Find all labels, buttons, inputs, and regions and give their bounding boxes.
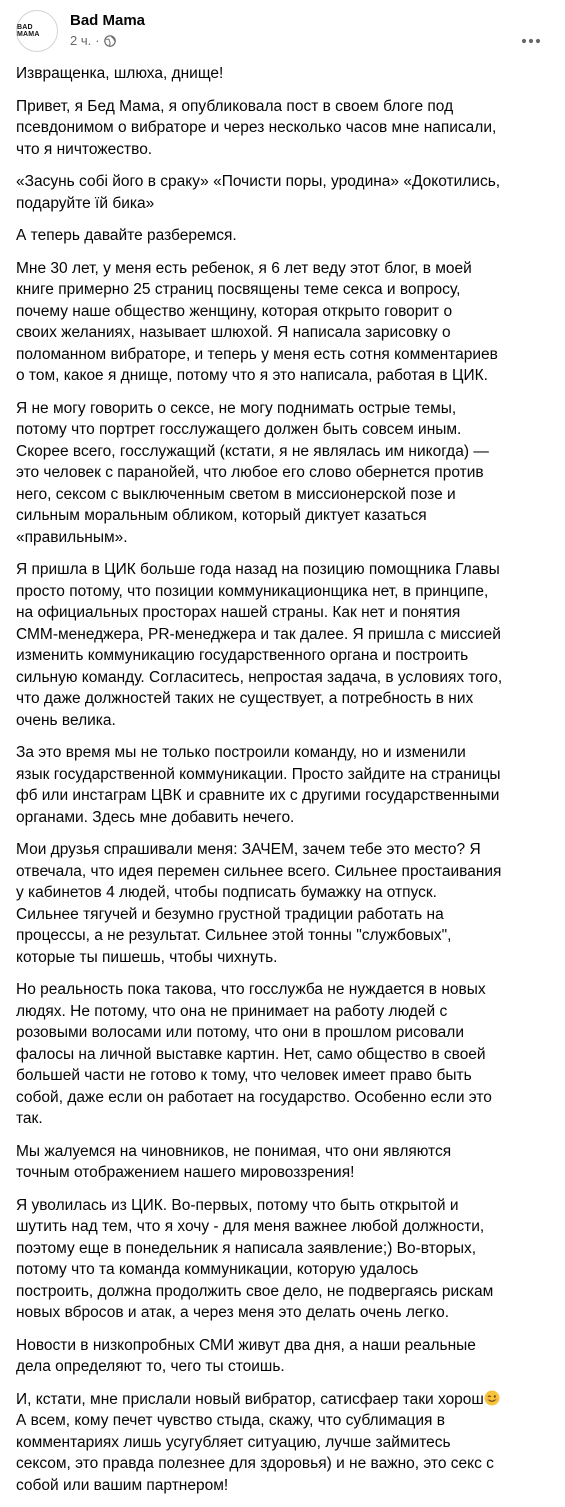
meta-separator: · xyxy=(95,33,100,48)
post-paragraph: Новости в низкопробных СМИ живут два дня, а наши реальные дела определяют то, чего ты стоишь. xyxy=(16,1336,476,1375)
post-paragraph: «Засунь собі його в сраку» «Почисти поры, уродина» «Докотились, подаруйте їй бика» xyxy=(16,173,501,212)
post-line: А всем, кому печет чувство стыда, скажу, что сублимация в комментариях лишь усугубляет ситуацию, лучше займитесь сексом, это правда полезнее для здоровья) и не важно, это секс с собой или вашим партнером! xyxy=(16,1412,494,1494)
post-paragraph: За это время мы не только построили команду, но и изменили язык государственной коммуникации. Просто зайдите на страницы фб или инстаграм ЦВК и сравните их с другими государственными органами. Здесь мне добавить нечего. xyxy=(16,744,501,826)
post-line: И, кстати, мне прислали новый вибратор, сатисфаер таки хорош xyxy=(16,1390,484,1408)
wink-emoji-icon xyxy=(484,1390,500,1406)
post-paragraph: Мне 30 лет, у меня есть ребенок, я 6 лет веду этот блог, в моей книге примерно 25 страниц посвящены теме секса и вопросу, почему наше общество женщину, которая открыто говорит о своих желаниях, называет шлюхой. Я написала зарисовку о поломанном вибраторе, и теперь у меня есть сотня комментариев о том, какое я днище, потому что я это написала, работая в ЦИК. xyxy=(16,259,498,384)
post-paragraph: Я пришла в ЦИК больше года назад на позицию помощника Главы просто потому, что позиции коммуникационщика нет, в принципе, на официальных просторах нашей страны. Как нет и понятия СММ-менеджера, PR-менеджера и так далее. Я пришла с миссией изменить коммуникацию государственного органа и построить сильную команду. Согласитесь, непростая задача, в условиях того, что даже должностей таких не существует, а потребность в них очень велика. xyxy=(16,561,503,729)
author-name[interactable]: Bad Mama xyxy=(70,12,146,29)
globe-icon[interactable] xyxy=(104,35,116,47)
post-paragraph: Извращенка, шлюха, днище! xyxy=(16,65,224,82)
post-paragraph: Мы жалуемся на чиновников, не понимая, что они являются точным отображением нашего мировоззрения! xyxy=(16,1142,452,1181)
post-paragraph: Привет, я Бед Мама, я опубликовала пост в своем блоге под псевдонимом о вибраторе и через несколько часов мне написали, что я ничтожество. xyxy=(16,97,497,158)
post-paragraph: Мои друзья спрашивали меня: ЗАЧЕМ, зачем тебе это место? Я отвечала, что идея перемен сильнее всего. Сильнее простаивания у кабинетов 4 людей, чтобы подписать бумажку на отпуск. Сильнее тягучей и безумно грустной традиции работать на процессы, а не результат. Сильнее этой тонны "службовых", которые ты пишешь, чтобы чихнуть. xyxy=(16,841,502,966)
post-meta xyxy=(70,33,116,48)
post-paragraph: Я уволилась из ЦИК. Во-первых, потому что быть открытой и шутить над тем, что я хочу - для меня важнее любой должности, поэтому еще в понедельник я написала заявление;) Во-вторых, потому что та команда коммуникации, которую удалось построить, должна продолжить свое дело, не подвергаясь рискам новых вбросов и атак, а через меня это делать очень легко. xyxy=(16,1196,494,1321)
post-paragraph: Я не могу говорить о сексе, не могу поднимать острые темы, потому что портрет госслужащего должен быть совсем иным. Скорее всего, госслужащий (кстати, я не являлась им никогда) — это человек с паранойей, что любое его слово обернется против него, сексом с выключенным светом в миссионерской позе и сильным моральным обликом, который диктует казаться «правильным». xyxy=(16,399,489,546)
avatar-logo-text: BAD MAMA xyxy=(17,24,40,38)
avatar[interactable] xyxy=(16,10,58,52)
more-options-button[interactable] xyxy=(513,16,549,52)
post-timestamp[interactable]: 2 ч. xyxy=(70,33,92,48)
post-paragraph-last xyxy=(16,1389,543,1497)
post-paragraph: Но реальность пока такова, что госслужба не нуждается в новых людях. Не потому, что она не принимает на работу людей с розовыми волосами или потому, что они в прошлом рисовали фалосы на личной выставке картин. Нет, само общество в своей большей части не готово к тому, что человек имеет право быть собой, даже если он работает на государство. Особенно если это так. xyxy=(16,981,492,1127)
post-paragraph: А теперь давайте разберемся. xyxy=(16,227,237,244)
post-text xyxy=(16,63,543,1507)
post-header xyxy=(16,10,549,58)
ellipsis-icon xyxy=(521,31,541,37)
